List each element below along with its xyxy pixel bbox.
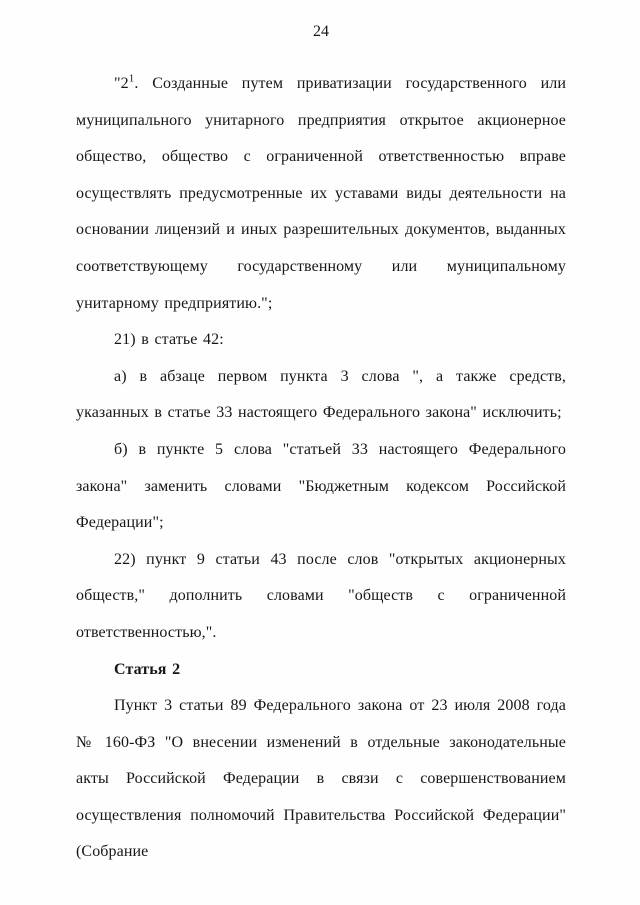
article-2-paragraph: Пункт 3 статьи 89 Федерального закона от 23 июля 2008 года № 160-ФЗ "О внесении изменений в отдельные законодательные акты Российской Федерации в связи с совершенствованием осуществления полномочий Правительства Российской Федерации" (Собрание <box>76 697 566 861</box>
item-21-a: а) в абзаце первом пункта 3 слова ", а также средств, указанных в статье 33 настоящего Федерального закона" исключить; <box>76 367 566 422</box>
paragraph-2-1-text: . Созданные путем приватизации государственного или муниципального унитарного предприятия открытое акционерное общество, общество с ограниченной ответственностью вправе осуществлять предусмотренные их уставами виды деятельности на основании лицензий и иных разрешительных документов, выданных соответствующему государственному или муниципальному унитарному предприятию."; <box>76 75 566 312</box>
item-22: 22) пункт 9 статьи 43 после слов "открытых акционерных обществ," дополнить словами "обществ с ограниченной ответственностью,". <box>76 550 566 641</box>
paragraph-2-1-open: "2 <box>114 75 129 92</box>
article-2-heading: Статья 2 <box>114 660 181 678</box>
item-21-b: б) в пункте 5 слова "статьей 33 настоящего Федерального закона" заменить словами "Бюджетным кодексом Российской Федерации"; <box>76 440 566 532</box>
item-21: 21) в статье 42: <box>114 331 224 349</box>
paragraph-2-1-superscript: 1 <box>128 72 135 85</box>
page-number: 24 <box>313 23 329 40</box>
body-text <box>76 66 566 871</box>
paragraph-2-1 <box>76 66 566 322</box>
